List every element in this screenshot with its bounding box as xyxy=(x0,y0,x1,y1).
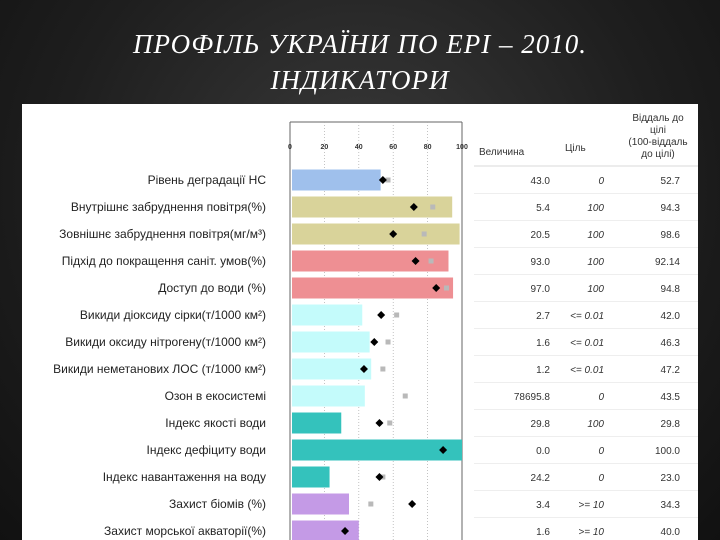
bar xyxy=(292,467,330,488)
table-cell-value: 1.2 xyxy=(536,365,550,376)
header-distance-line: цілі xyxy=(649,125,667,136)
header-value: Величина xyxy=(479,147,525,158)
square-marker xyxy=(422,232,427,237)
table-cell-target: 100 xyxy=(587,203,604,214)
header-distance xyxy=(628,113,687,160)
category-label: Захист біомів (%) xyxy=(169,497,266,511)
table-cell-distance: 47.2 xyxy=(660,365,680,376)
bar xyxy=(292,359,371,380)
category-label: Викиди діоксиду сірки(т/1000 км²) xyxy=(79,308,266,322)
x-tick-label: 40 xyxy=(354,144,363,151)
table-cell-target: 0 xyxy=(598,176,604,187)
header-distance-line: до цілі) xyxy=(641,149,675,160)
bar xyxy=(292,386,365,407)
table-cell-distance: 98.6 xyxy=(660,230,680,241)
bar xyxy=(292,170,381,191)
square-marker xyxy=(368,502,373,507)
epi-indicator-chart xyxy=(22,104,698,540)
table-cell-distance: 34.3 xyxy=(660,500,680,511)
table-cell-value: 43.0 xyxy=(530,176,550,187)
category-label: Захист морської акваторії(%) xyxy=(104,524,266,538)
square-marker xyxy=(430,205,435,210)
category-label: Викиди оксиду нітрогену(т/1000 км²) xyxy=(65,335,266,349)
table-cell-target: 100 xyxy=(587,230,604,241)
x-tick-label: 100 xyxy=(456,144,468,151)
epi-chart-panel xyxy=(22,104,698,540)
slide-title-line-1: ПРОФІЛЬ УКРАЇНИ ПО EPI – 2010. xyxy=(132,29,588,59)
table-cell-distance: 94.3 xyxy=(660,203,680,214)
square-marker xyxy=(380,367,385,372)
table-cell-distance: 42.0 xyxy=(660,311,680,322)
diamond-marker xyxy=(377,311,385,319)
slide-title xyxy=(0,26,720,98)
square-marker xyxy=(387,421,392,426)
table-cell-distance: 46.3 xyxy=(660,338,680,349)
table-cell-target: 100 xyxy=(587,257,604,268)
header-distance-line: Віддаль до xyxy=(632,113,684,124)
bar xyxy=(292,224,460,245)
table-cell-value: 2.7 xyxy=(536,311,550,322)
diamond-marker xyxy=(370,338,378,346)
diamond-marker xyxy=(408,500,416,508)
table-cell-value: 1.6 xyxy=(536,338,550,349)
category-label: Індекс навантаження на воду xyxy=(102,470,266,484)
category-label: Підхід до покращення саніт. умов(%) xyxy=(61,254,266,268)
table-cell-target: <= 0.01 xyxy=(570,365,604,376)
header-target: Ціль xyxy=(565,143,586,154)
table-cell-target: >= 10 xyxy=(578,500,604,511)
table-cell-target: <= 0.01 xyxy=(570,338,604,349)
x-tick-label: 0 xyxy=(288,144,292,151)
bar xyxy=(292,278,453,299)
table-cell-target: <= 0.01 xyxy=(570,311,604,322)
bar xyxy=(292,305,362,326)
x-tick-label: 80 xyxy=(423,144,432,151)
table-cell-value: 1.6 xyxy=(536,527,550,538)
diamond-marker xyxy=(375,419,383,427)
table-cell-distance: 43.5 xyxy=(660,392,680,403)
category-label: Індекс якості води xyxy=(165,416,266,430)
diamond-marker xyxy=(375,473,383,481)
bar xyxy=(292,251,448,272)
category-label: Внутрішнє забруднення повітря(%) xyxy=(70,200,266,214)
category-label: Викиди неметанових ЛОС (т/1000 км²) xyxy=(53,362,266,376)
table-cell-value: 0.0 xyxy=(536,446,550,457)
square-marker xyxy=(394,313,399,318)
square-marker xyxy=(403,394,408,399)
table-cell-distance: 92.14 xyxy=(654,257,680,268)
category-label: Озон в екосистемі xyxy=(164,389,266,403)
category-label: Індекс дефіциту води xyxy=(146,443,266,457)
table-cell-value: 78695.8 xyxy=(513,392,550,403)
header-distance-line: (100-віддаль xyxy=(628,137,688,148)
square-marker xyxy=(386,340,391,345)
table-cell-distance: 52.7 xyxy=(660,176,680,187)
table-cell-value: 5.4 xyxy=(536,203,550,214)
table-cell-value: 3.4 xyxy=(536,500,550,511)
table-cell-target: 100 xyxy=(587,419,604,430)
slide-title-line-2: ІНДИКАТОРИ xyxy=(270,65,450,95)
table-cell-value: 93.0 xyxy=(530,257,550,268)
table-cell-target: 0 xyxy=(598,392,604,403)
table-cell-value: 97.0 xyxy=(530,284,550,295)
bar xyxy=(292,521,359,540)
x-tick-label: 20 xyxy=(320,144,329,151)
bar xyxy=(292,197,452,218)
bar xyxy=(292,413,341,434)
table-cell-distance: 94.8 xyxy=(660,284,680,295)
bar xyxy=(292,440,462,461)
category-label: Доступ до води (%) xyxy=(158,281,266,295)
table-cell-distance: 29.8 xyxy=(660,419,680,430)
table-cell-value: 29.8 xyxy=(530,419,550,430)
category-label: Зовнішнє забруднення повітря(мг/м³) xyxy=(59,227,266,241)
table-cell-value: 20.5 xyxy=(530,230,550,241)
table-cell-target: >= 10 xyxy=(578,527,604,538)
table-cell-target: 0 xyxy=(598,446,604,457)
table-cell-distance: 23.0 xyxy=(660,473,680,484)
table-cell-target: 0 xyxy=(598,473,604,484)
table-cell-value: 24.2 xyxy=(530,473,550,484)
x-tick-label: 60 xyxy=(389,144,398,151)
table-cell-target: 100 xyxy=(587,284,604,295)
bar xyxy=(292,494,349,515)
square-marker xyxy=(444,286,449,291)
bar xyxy=(292,332,370,353)
table-cell-distance: 100.0 xyxy=(654,446,680,457)
table-cell-distance: 40.0 xyxy=(660,527,680,538)
square-marker xyxy=(429,259,434,264)
category-label: Рівень деградації НС xyxy=(147,173,266,187)
